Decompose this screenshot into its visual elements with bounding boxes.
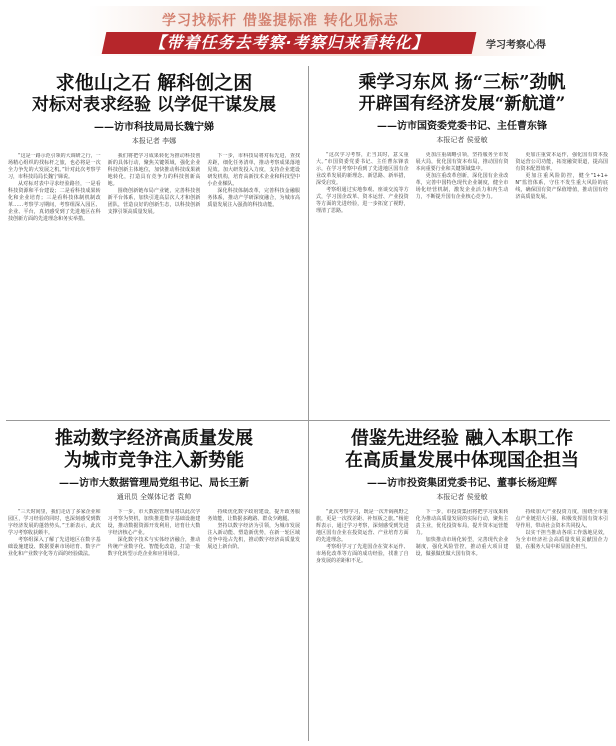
row-divider	[6, 420, 610, 421]
article-column	[207, 153, 300, 397]
article-column	[8, 153, 101, 397]
paragraph: 下一步，市投资集团将把学习成果转化为推动高质量发展的实际行动，聚焦主责主业，优化投资布局，提升资本运营能力。	[415, 509, 509, 537]
paragraph: 围绕创新链布局产业链，完善科技创新平台体系，加快引进高层次人才和创新团队，营造良好的创新生态，以科技创新支撑引领高质量发展。	[107, 188, 201, 216]
article-subhead: ——访市投资集团党委书记、董事长杨迎辉	[367, 478, 557, 490]
article-investment-group	[316, 428, 608, 740]
paragraph: 更加注重改革创新，深化国有企业改革，完善中国特色现代企业制度，健全市场化经营机制，激发企业活力和内生动力，不断提升国有企业核心竞争力。	[415, 172, 509, 200]
article-column	[416, 509, 509, 725]
banner-kicker: 学习找标杆 借鉴提标准 转化见标志	[162, 13, 399, 29]
article-headline-sub: 为城市竞争注入新势能	[64, 449, 244, 471]
article-headline: 借鉴先进经验 融入本职工作	[350, 428, 574, 449]
article-science-bureau	[8, 72, 300, 416]
paragraph: 深化数字技术与实体经济融合，推动传统产业数字化、智能化改造，打造一批数字化转型示范企业和应用场景。	[107, 537, 201, 558]
article-column	[515, 509, 608, 725]
paragraph: 更加注重战略引领，坚持服务全市发展大局，优化国有资本布局，推动国有资本向重要行业和关键领域集中。	[415, 151, 509, 172]
article-big-data-bureau	[8, 428, 300, 740]
article-column	[316, 509, 409, 725]
paragraph: 加快推动市场化转型，完善现代企业制度，强化风险管控，推动重大项目建设，做强做优做大国有资本。	[415, 537, 509, 558]
paragraph: 深化科技体制改革，完善科技金融服务体系，推动产学研深度融合，为城市高质量发展注入强劲的科技动能。	[207, 188, 301, 209]
article-headline-sub: 在高质量发展中体现国企担当	[345, 449, 579, 471]
article-subhead: ——访市大数据管理局党组书记、局长王新	[59, 478, 249, 490]
paragraph: 更加注重风险防控，健全“1+1+N”监管体系，守住不发生重大风险的底线，确保国有资产保值增值，推动国有经济高质量发展。	[515, 172, 609, 200]
article-headline: 乘学习东风 扬“三标”劲帆	[358, 72, 566, 93]
paragraph: 持续优化数字政府建设，提升政务服务效能，让数据多跑路、群众少跑腿。	[207, 509, 301, 523]
paragraph: 我们将把学习成果转化为推动科技创新的具体行动，聚焦关键领域，强化企业科技创新主体地位，加快推动科技成果就地转化，打造具有竞争力的科技创新高地。	[107, 153, 201, 188]
article-column	[108, 509, 201, 725]
article-byline: 本报记者 李娜	[131, 137, 177, 146]
article-column	[8, 509, 101, 725]
article-column	[515, 152, 608, 396]
article-column	[108, 153, 201, 397]
paragraph: 下一步，市科技局将对标先进，查找差距，细化任务清单，推动考察成果落地见效。加大研发投入力度，支持企业建设研发机构，培育高新技术企业和科技型中小企业梯队。	[207, 153, 301, 188]
article-subhead: ——访市国资委党委书记、主任曹东锋	[377, 120, 547, 132]
article-byline: 本报记者 侯爱敏	[436, 493, 488, 502]
article-column	[316, 152, 409, 396]
article-headline-sub: 开辟国有经济发展“新航道”	[358, 93, 566, 114]
paragraph: 下一步，市大数据管理局将以此次学习考察为契机，加快推进数字基础设施建设，推动数据资源开发利用，培育壮大数字经济核心产业。	[107, 509, 201, 537]
article-headline: 推动数字经济高质量发展	[55, 428, 253, 449]
paragraph: “此次考察学习，既是一次开阔视野之旅，更是一次找差距、补短板之旅。”杨迎辉表示，通过学习考察，深刻感受到先进地区国有企业在投资运营、产业培育方面的先进理念。	[316, 509, 409, 544]
article-column	[416, 152, 509, 396]
paragraph: “三天时间里，我们走访了多家企业和园区，学习经验的同时，也深刻感受到数字经济发展的蓬勃势头。”王新表示，此次学习考察收获颇丰。	[8, 509, 101, 537]
article-byline: 本报记者 侯爱敏	[436, 135, 488, 144]
paragraph: 考察组学习了先进国企在资本运作、市场化改革等方面的成功经验，找准了自身发展的差距和不足。	[316, 544, 409, 565]
paragraph: 更加注重资本运作，强化国有资本投资运营公司功能，拓宽融资渠道，提高国有资本配置效率。	[515, 151, 609, 172]
article-column	[207, 509, 300, 725]
paragraph: “这次学习考察，正当其时，意义重大。”市国资委党委书记、主任曹东锋表示，在学习考察中看到了先进地区国有企业改革发展的新理念、新思路、新举措，深受启发。	[316, 151, 409, 186]
paragraph: 考察组通过实地参观、座谈交流等方式，学习国企改革、资本运营、产业投资等方面的先进经验，进一步拓宽了视野，理清了思路。	[316, 186, 409, 214]
column-divider	[308, 66, 309, 741]
article-headline-sub: 对标对表求经验 以学促干谋发展	[32, 94, 276, 115]
page-banner	[0, 0, 616, 62]
banner-ribbon	[102, 32, 477, 54]
paragraph: “这是一路示范引领的大调研之行，一场精心组织的找标杆之旅，也必将是一次全力争先的大发展之机。”针对此次考察学习，市科技局局长魏宁娣说。	[8, 153, 101, 181]
article-state-assets	[316, 72, 608, 416]
paragraph: 从对标对表中寻求经验路径，一是看科技资源和平台建设；二是看科技成果转化和企业培育；三是看科技体制机制改革……考察学习期间，考察组深入园区、企业、平台，真切感受到了先进地区在科技创新方面的先进理念和务实举措。	[8, 181, 101, 223]
paragraph: 坚持以数字经济为引领，为城市发展注入新动能、塑造新优势，在新一轮区域竞争中抢占先机，推动数字经济高质量发展迈上新台阶。	[207, 523, 301, 551]
paragraph: 考察组深入了解了先进地区在数字基础设施建设、数据要素市场培育、数字产业化和产业数字化等方面的经验做法。	[8, 537, 101, 558]
paragraph: 持续加大产业投资力度，围绕全市重点产业链招大引强，积极发挥国有资本引导作用，带动社会资本共同投入。	[515, 509, 609, 530]
paragraph: 以实干担当推动各项工作落地见效，为全市经济社会高质量发展贡献国企力量，在服务大局中彰显国企担当。	[515, 530, 609, 551]
article-headline: 求他山之石 解科创之困	[55, 72, 253, 94]
column-name: 学习考察心得	[486, 40, 546, 51]
banner-title: 【带着任务去考察·考察归来看转化】	[149, 33, 429, 52]
article-byline: 通讯员 全媒体记者 袁帅	[116, 493, 192, 502]
article-subhead: ——访市科技局局长魏宁娣	[94, 122, 214, 134]
